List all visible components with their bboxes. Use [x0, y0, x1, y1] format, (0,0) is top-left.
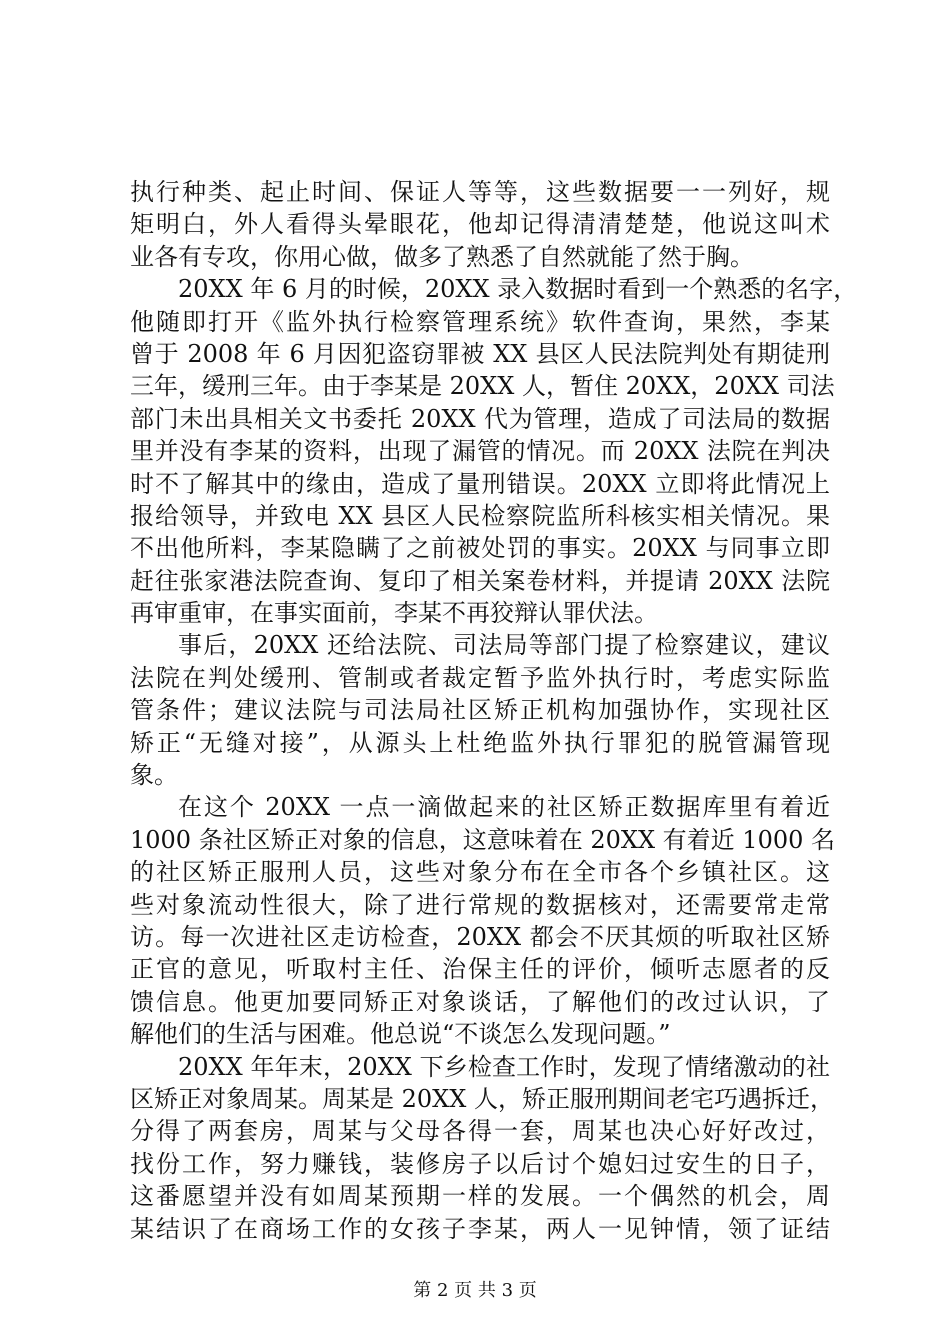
text-line: 在这个 20XX 一点一滴做起来的社区矫正数据库里有着近 — [178, 793, 830, 822]
text-line: 这番愿望并没有如周某预期一样的发展。一个偶然的机会，周 — [130, 1182, 830, 1211]
text-line: 法院在判处缓刑、管制或者裁定暂予监外执行时，考虑实际监 — [130, 663, 830, 692]
text-line: 时不了解其中的缘由，造成了量刑错误。20XX 立即将此情况上 — [130, 469, 830, 498]
text-line: 矩明白，外人看得头晕眼花，他却记得清清楚楚，他说这叫术 — [130, 210, 830, 239]
text-line: 馈信息。他更加要同矫正对象谈话，了解他们的改过认识，了 — [130, 987, 830, 1016]
text-line: 管条件；建议法院与司法局社区矫正机构加强协作，实现社区 — [130, 696, 830, 725]
text-line: 解他们的生活与困难。他总说“不谈怎么发现问题。” — [130, 1020, 671, 1049]
text-line: 赶往张家港法院查询、复印了相关案卷材料，并提请 20XX 法院 — [130, 566, 830, 595]
text-line: 报给领导，并致电 XX 县区人民检察院监所科核实相关情况。果 — [130, 501, 830, 530]
text-line: 部门未出具相关文书委托 20XX 代为管理，造成了司法局的数据 — [130, 404, 830, 433]
text-line: 里并没有李某的资料，出现了漏管的情况。而 20XX 法院在判决 — [130, 437, 830, 466]
text-line: 执行种类、起止时间、保证人等等，这些数据要一一列好，规 — [130, 178, 830, 206]
text-line: 某结识了在商场工作的女孩子李某，两人一见钟情，领了证结 — [130, 1214, 830, 1243]
text-line: 他随即打开《监外执行检察管理系统》软件查询，果然，李某 — [130, 307, 830, 336]
text-line: 分得了两套房，周某与父母各得一套，周某也决心好好改过， — [130, 1117, 830, 1146]
text-line: 找份工作，努力赚钱，装修房子以后讨个媳妇过安生的日子， — [130, 1149, 830, 1178]
text-line: 正官的意见，听取村主任、治保主任的评价，倾听志愿者的反 — [130, 955, 830, 984]
text-line: 20XX 年 6 月的时候，20XX 录入数据时看到一个熟悉的名字， — [178, 275, 858, 304]
text-line: 些对象流动性很大，除了进行常规的数据核对，还需要常走常 — [130, 890, 830, 919]
text-line: 访。每一次进社区走访检查，20XX 都会不厌其烦的听取社区矫 — [130, 922, 830, 951]
text-line: 区矫正对象周某。周某是 20XX 人，矫正服刑期间老宅巧遇拆迁， — [130, 1084, 834, 1113]
text-line: 三年，缓刑三年。由于李某是 20XX 人，暂住 20XX，20XX 司法 — [130, 372, 835, 401]
text-line: 曾于 2008 年 6 月因犯盗窃罪被 XX 县区人民法院判处有期徒刑 — [130, 339, 830, 368]
text-line: 的社区矫正服刑人员，这些对象分布在全市各个乡镇社区。这 — [130, 858, 830, 887]
text-line: 再审重审，在事实面前，李某不再狡辩认罪伏法。 — [130, 599, 658, 628]
text-line: 矫正“无缝对接”，从源头上杜绝监外执行罪犯的脱管漏管现 — [130, 728, 830, 757]
text-line: 象。 — [130, 761, 178, 790]
text-line: 事后，20XX 还给法院、司法局等部门提了检察建议，建议 — [178, 631, 830, 660]
page-footer: 第 2 页 共 3 页 — [413, 1280, 537, 1301]
text-line: 不出他所料，李某隐瞒了之前被处罚的事实。20XX 与同事立即 — [130, 534, 830, 563]
body-text — [130, 176, 858, 1245]
text-line: 20XX 年年末，20XX 下乡检查工作时，发现了情绪激动的社 — [178, 1052, 830, 1081]
text-line: 业各有专攻，你用心做，做多了熟悉了自然就能了然于胸。 — [130, 242, 754, 271]
text-line: 1000 条社区矫正对象的信息，这意味着在 20XX 有着近 1000 名 — [130, 825, 836, 854]
